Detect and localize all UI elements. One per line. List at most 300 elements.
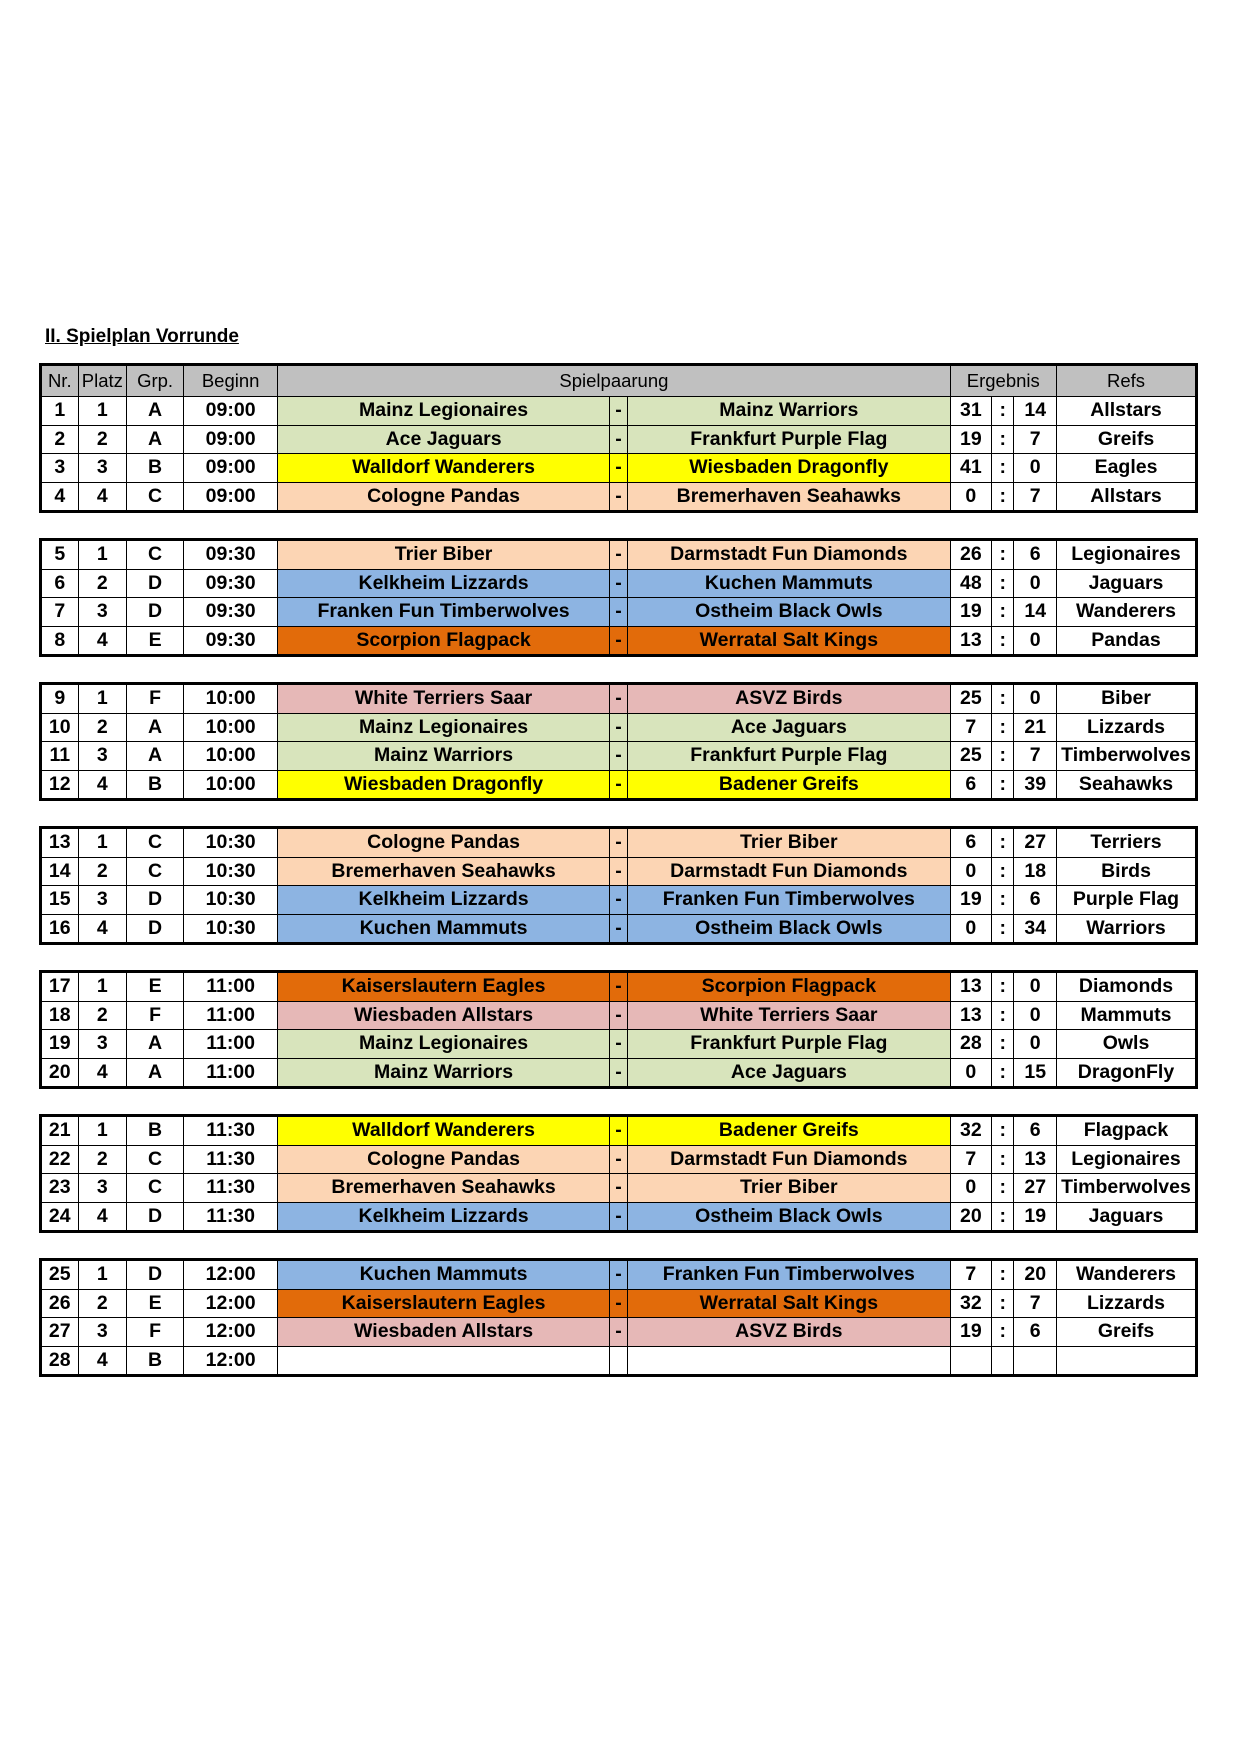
home-score: 20 <box>950 1202 992 1232</box>
game-row <box>41 1202 1197 1232</box>
game-row <box>41 1346 1197 1376</box>
score-separator: : <box>992 569 1014 598</box>
game-number: 28 <box>41 1346 79 1376</box>
field-number: 2 <box>78 1145 127 1174</box>
group-letter: C <box>127 1174 184 1203</box>
away-score: 0 <box>1014 626 1057 656</box>
start-time: 12:00 <box>183 1260 277 1290</box>
referee-team: Purple Flag <box>1056 886 1196 915</box>
away-score: 19 <box>1014 1202 1057 1232</box>
home-team: Bremerhaven Seahawks <box>278 1174 610 1203</box>
versus-dash: - <box>609 886 627 915</box>
referee-team: Greifs <box>1057 425 1197 454</box>
home-score: 26 <box>950 540 992 570</box>
group-letter: B <box>127 770 184 800</box>
home-team: Walldorf Wanderers <box>278 454 610 483</box>
away-team: Kuchen Mammuts <box>628 569 950 598</box>
referee-team: Greifs <box>1056 1318 1196 1347</box>
away-score: 14 <box>1014 598 1057 627</box>
home-team: Kuchen Mammuts <box>278 914 610 944</box>
score-separator: : <box>992 397 1014 426</box>
field-number: 4 <box>78 770 127 800</box>
away-team <box>628 1346 950 1376</box>
home-team: Kuchen Mammuts <box>278 1260 610 1290</box>
home-team: Mainz Legionaires <box>278 1030 610 1059</box>
field-number: 2 <box>78 713 127 742</box>
versus-dash: - <box>609 1289 627 1318</box>
game-number: 13 <box>41 828 79 858</box>
game-number: 15 <box>41 886 79 915</box>
game-row <box>41 540 1197 570</box>
home-team: Franken Fun Timberwolves <box>278 598 610 627</box>
versus-dash: - <box>609 454 627 483</box>
home-score: 19 <box>950 598 992 627</box>
score-separator: : <box>992 626 1014 656</box>
referee-team: Biber <box>1056 684 1196 714</box>
score-separator: : <box>992 598 1014 627</box>
home-team: Scorpion Flagpack <box>278 626 610 656</box>
away-team: ASVZ Birds <box>628 1318 950 1347</box>
field-number: 4 <box>78 626 127 656</box>
home-score: 13 <box>950 626 992 656</box>
score-separator: : <box>992 1030 1014 1059</box>
home-score: 32 <box>950 1116 992 1146</box>
score-separator: : <box>992 1174 1014 1203</box>
start-time: 09:30 <box>183 626 277 656</box>
home-team: White Terriers Saar <box>278 684 610 714</box>
game-row <box>41 626 1197 656</box>
group-letter: F <box>127 684 184 714</box>
game-row <box>41 1260 1197 1290</box>
game-row <box>41 770 1197 800</box>
home-team: Walldorf Wanderers <box>278 1116 610 1146</box>
field-number: 4 <box>78 1346 127 1376</box>
home-team: Trier Biber <box>278 540 610 570</box>
home-team: Kelkheim Lizzards <box>278 569 610 598</box>
away-team: Ace Jaguars <box>628 713 950 742</box>
score-separator: : <box>992 770 1014 800</box>
group-letter: A <box>127 1058 184 1088</box>
versus-dash: - <box>609 1001 627 1030</box>
field-number: 2 <box>78 857 127 886</box>
away-team: Frankfurt Purple Flag <box>628 1030 950 1059</box>
start-time: 09:00 <box>183 454 277 483</box>
versus-dash: - <box>609 914 627 944</box>
field-number: 3 <box>78 598 127 627</box>
group-letter: C <box>127 828 184 858</box>
home-score: 13 <box>950 1001 992 1030</box>
field-number: 1 <box>78 397 127 426</box>
versus-dash: - <box>609 1058 627 1088</box>
score-separator: : <box>992 1260 1014 1290</box>
away-score: 6 <box>1014 886 1057 915</box>
page-title: II. Spielplan Vorrunde <box>45 326 239 347</box>
score-separator: : <box>992 857 1014 886</box>
field-number: 1 <box>78 684 127 714</box>
versus-dash: - <box>609 1145 627 1174</box>
away-score: 27 <box>1014 828 1057 858</box>
versus-dash: - <box>609 972 627 1002</box>
field-number: 3 <box>78 1174 127 1203</box>
group-letter: E <box>127 972 184 1002</box>
score-separator: : <box>992 1116 1014 1146</box>
field-number: 2 <box>78 425 127 454</box>
schedule-block <box>39 970 1198 1089</box>
game-row <box>41 972 1197 1002</box>
header-platz: Platz <box>78 365 127 397</box>
home-score: 31 <box>950 397 992 426</box>
versus-dash <box>609 1346 627 1376</box>
group-letter: D <box>127 886 184 915</box>
game-number: 14 <box>41 857 79 886</box>
versus-dash: - <box>609 1174 627 1203</box>
group-letter: A <box>127 1030 184 1059</box>
home-score: 7 <box>950 713 992 742</box>
start-time: 10:00 <box>183 770 277 800</box>
away-team: Franken Fun Timberwolves <box>628 886 950 915</box>
versus-dash: - <box>609 857 627 886</box>
header-spielpaarung: Spielpaarung <box>278 365 950 397</box>
referee-team: Wanderers <box>1056 1260 1196 1290</box>
start-time: 11:30 <box>183 1145 277 1174</box>
versus-dash: - <box>609 598 627 627</box>
versus-dash: - <box>609 1116 627 1146</box>
field-number: 1 <box>78 540 127 570</box>
home-score: 6 <box>950 770 992 800</box>
header-beginn: Beginn <box>183 365 277 397</box>
versus-dash: - <box>609 425 627 454</box>
group-letter: D <box>127 598 184 627</box>
away-team: ASVZ Birds <box>628 684 950 714</box>
away-score: 21 <box>1014 713 1057 742</box>
away-team: Mainz Warriors <box>628 397 950 426</box>
game-row <box>41 1030 1197 1059</box>
away-score: 6 <box>1014 1318 1057 1347</box>
game-row <box>41 742 1197 771</box>
header-refs: Refs <box>1057 365 1197 397</box>
home-team: Wiesbaden Allstars <box>278 1001 610 1030</box>
score-separator: : <box>992 914 1014 944</box>
home-score: 0 <box>950 857 992 886</box>
game-number: 5 <box>41 540 79 570</box>
game-number: 1 <box>41 397 79 426</box>
start-time: 12:00 <box>183 1318 277 1347</box>
away-score: 14 <box>1014 397 1057 426</box>
away-score: 15 <box>1014 1058 1057 1088</box>
group-letter: C <box>127 482 184 512</box>
group-letter: A <box>127 425 184 454</box>
start-time: 10:00 <box>183 684 277 714</box>
home-score: 48 <box>950 569 992 598</box>
away-team: Werratal Salt Kings <box>628 1289 950 1318</box>
referee-team <box>1056 1346 1196 1376</box>
referee-team: Pandas <box>1056 626 1196 656</box>
referee-team: Wanderers <box>1056 598 1196 627</box>
game-row <box>41 886 1197 915</box>
home-score: 0 <box>950 1174 992 1203</box>
game-number: 23 <box>41 1174 79 1203</box>
away-score: 0 <box>1014 972 1057 1002</box>
versus-dash: - <box>609 540 627 570</box>
away-team: Ostheim Black Owls <box>628 598 950 627</box>
home-team: Kaiserslautern Eagles <box>278 1289 610 1318</box>
away-team: Ostheim Black Owls <box>628 914 950 944</box>
game-row <box>41 1058 1197 1088</box>
group-letter: D <box>127 914 184 944</box>
field-number: 4 <box>78 482 127 512</box>
field-number: 2 <box>78 1289 127 1318</box>
versus-dash: - <box>609 1260 627 1290</box>
home-team: Cologne Pandas <box>278 1145 610 1174</box>
home-team: Bremerhaven Seahawks <box>278 857 610 886</box>
schedule-block <box>39 682 1198 801</box>
versus-dash: - <box>609 397 627 426</box>
referee-team: Legionaires <box>1056 1145 1196 1174</box>
game-number: 8 <box>41 626 79 656</box>
score-separator: : <box>992 742 1014 771</box>
header-ergebnis: Ergebnis <box>950 365 1056 397</box>
game-number: 25 <box>41 1260 79 1290</box>
start-time: 10:00 <box>183 713 277 742</box>
referee-team: Jaguars <box>1056 1202 1196 1232</box>
schedule-block <box>39 1114 1198 1233</box>
header-row <box>41 365 1197 397</box>
away-team: Trier Biber <box>628 828 950 858</box>
away-team: Ace Jaguars <box>628 1058 950 1088</box>
group-letter: F <box>127 1001 184 1030</box>
game-row <box>41 1001 1197 1030</box>
start-time: 12:00 <box>183 1346 277 1376</box>
versus-dash: - <box>609 828 627 858</box>
group-letter: B <box>127 454 184 483</box>
score-separator: : <box>992 482 1014 512</box>
field-number: 3 <box>78 1030 127 1059</box>
score-separator: : <box>992 972 1014 1002</box>
score-separator: : <box>992 1058 1014 1088</box>
group-letter: D <box>127 569 184 598</box>
home-score: 6 <box>950 828 992 858</box>
referee-team: Legionaires <box>1056 540 1196 570</box>
home-score: 19 <box>950 886 992 915</box>
away-team: Scorpion Flagpack <box>628 972 950 1002</box>
referee-team: Allstars <box>1057 482 1197 512</box>
referee-team: Lizzards <box>1056 713 1196 742</box>
schedule-block <box>39 826 1198 945</box>
group-letter: B <box>127 1346 184 1376</box>
group-letter: D <box>127 1260 184 1290</box>
home-team: Cologne Pandas <box>278 828 610 858</box>
home-team <box>278 1346 610 1376</box>
field-number: 4 <box>78 1202 127 1232</box>
away-score: 34 <box>1014 914 1057 944</box>
home-score: 0 <box>950 1058 992 1088</box>
away-team: Trier Biber <box>628 1174 950 1203</box>
away-score: 0 <box>1014 684 1057 714</box>
versus-dash: - <box>609 1030 627 1059</box>
away-score: 0 <box>1014 1030 1057 1059</box>
game-row <box>41 914 1197 944</box>
away-team: White Terriers Saar <box>628 1001 950 1030</box>
versus-dash: - <box>609 684 627 714</box>
away-team: Franken Fun Timberwolves <box>628 1260 950 1290</box>
score-separator: : <box>992 886 1014 915</box>
game-row <box>41 569 1197 598</box>
away-team: Bremerhaven Seahawks <box>628 482 950 512</box>
group-letter: A <box>127 397 184 426</box>
score-separator: : <box>992 1145 1014 1174</box>
start-time: 11:30 <box>183 1202 277 1232</box>
game-row <box>41 1318 1197 1347</box>
home-team: Cologne Pandas <box>278 482 610 512</box>
referee-team: Warriors <box>1056 914 1196 944</box>
header-nr: Nr. <box>41 365 79 397</box>
referee-team: Timberwolves <box>1056 742 1196 771</box>
start-time: 11:00 <box>183 972 277 1002</box>
away-score: 0 <box>1014 454 1057 483</box>
group-letter: C <box>127 1145 184 1174</box>
start-time: 10:30 <box>183 914 277 944</box>
game-number: 19 <box>41 1030 79 1059</box>
versus-dash: - <box>609 626 627 656</box>
score-separator: : <box>992 1289 1014 1318</box>
home-team: Wiesbaden Allstars <box>278 1318 610 1347</box>
field-number: 3 <box>78 1318 127 1347</box>
group-letter: C <box>127 540 184 570</box>
home-score: 0 <box>950 482 992 512</box>
start-time: 10:30 <box>183 857 277 886</box>
game-row <box>41 1145 1197 1174</box>
game-number: 20 <box>41 1058 79 1088</box>
referee-team: Eagles <box>1057 454 1197 483</box>
game-number: 16 <box>41 914 79 944</box>
game-number: 10 <box>41 713 79 742</box>
group-letter: B <box>127 1116 184 1146</box>
start-time: 09:00 <box>183 425 277 454</box>
away-score <box>1014 1346 1057 1376</box>
away-score: 6 <box>1014 540 1057 570</box>
group-letter: D <box>127 1202 184 1232</box>
start-time: 10:30 <box>183 886 277 915</box>
start-time: 12:00 <box>183 1289 277 1318</box>
score-separator: : <box>992 540 1014 570</box>
field-number: 1 <box>78 1116 127 1146</box>
versus-dash: - <box>609 713 627 742</box>
home-team: Kelkheim Lizzards <box>278 1202 610 1232</box>
field-number: 1 <box>78 972 127 1002</box>
versus-dash: - <box>609 482 627 512</box>
referee-team: DragonFly <box>1056 1058 1196 1088</box>
group-letter: A <box>127 742 184 771</box>
field-number: 4 <box>78 914 127 944</box>
group-letter: C <box>127 857 184 886</box>
group-letter: A <box>127 713 184 742</box>
away-score: 0 <box>1014 569 1057 598</box>
home-score: 0 <box>950 914 992 944</box>
field-number: 3 <box>78 742 127 771</box>
home-team: Wiesbaden Dragonfly <box>278 770 610 800</box>
game-number: 12 <box>41 770 79 800</box>
home-score: 25 <box>950 684 992 714</box>
start-time: 11:30 <box>183 1116 277 1146</box>
game-number: 6 <box>41 569 79 598</box>
referee-team: Allstars <box>1057 397 1197 426</box>
schedule-block <box>39 1258 1198 1377</box>
game-number: 21 <box>41 1116 79 1146</box>
home-team: Kelkheim Lizzards <box>278 886 610 915</box>
group-letter: E <box>127 626 184 656</box>
game-row <box>41 857 1197 886</box>
away-score: 20 <box>1014 1260 1057 1290</box>
score-separator: : <box>992 1318 1014 1347</box>
away-team: Frankfurt Purple Flag <box>628 425 950 454</box>
versus-dash: - <box>609 569 627 598</box>
game-number: 11 <box>41 742 79 771</box>
versus-dash: - <box>609 770 627 800</box>
home-score: 25 <box>950 742 992 771</box>
score-separator: : <box>992 684 1014 714</box>
game-number: 9 <box>41 684 79 714</box>
start-time: 09:30 <box>183 598 277 627</box>
versus-dash: - <box>609 742 627 771</box>
start-time: 09:00 <box>183 397 277 426</box>
game-number: 22 <box>41 1145 79 1174</box>
game-row <box>41 425 1197 454</box>
referee-team: Jaguars <box>1056 569 1196 598</box>
start-time: 09:00 <box>183 482 277 512</box>
referee-team: Owls <box>1056 1030 1196 1059</box>
game-number: 18 <box>41 1001 79 1030</box>
home-score: 7 <box>950 1260 992 1290</box>
field-number: 2 <box>78 1001 127 1030</box>
field-number: 3 <box>78 454 127 483</box>
home-team: Mainz Legionaires <box>278 713 610 742</box>
home-score <box>950 1346 992 1376</box>
referee-team: Lizzards <box>1056 1289 1196 1318</box>
away-team: Frankfurt Purple Flag <box>628 742 950 771</box>
away-team: Werratal Salt Kings <box>628 626 950 656</box>
game-number: 17 <box>41 972 79 1002</box>
game-number: 24 <box>41 1202 79 1232</box>
home-team: Mainz Legionaires <box>278 397 610 426</box>
versus-dash: - <box>609 1318 627 1347</box>
game-row <box>41 828 1197 858</box>
field-number: 3 <box>78 886 127 915</box>
away-score: 0 <box>1014 1001 1057 1030</box>
away-team: Darmstadt Fun Diamonds <box>628 540 950 570</box>
field-number: 2 <box>78 569 127 598</box>
referee-team: Mammuts <box>1056 1001 1196 1030</box>
referee-team: Flagpack <box>1056 1116 1196 1146</box>
home-team: Ace Jaguars <box>278 425 610 454</box>
schedule-block <box>39 363 1198 513</box>
score-separator: : <box>992 828 1014 858</box>
game-row <box>41 1289 1197 1318</box>
game-number: 3 <box>41 454 79 483</box>
away-score: 18 <box>1014 857 1057 886</box>
away-score: 7 <box>1014 1289 1057 1318</box>
game-row <box>41 482 1197 512</box>
score-separator: : <box>992 713 1014 742</box>
away-score: 13 <box>1014 1145 1057 1174</box>
home-score: 19 <box>950 425 992 454</box>
away-team: Darmstadt Fun Diamonds <box>628 857 950 886</box>
home-score: 32 <box>950 1289 992 1318</box>
game-row <box>41 397 1197 426</box>
start-time: 09:30 <box>183 569 277 598</box>
away-team: Darmstadt Fun Diamonds <box>628 1145 950 1174</box>
away-team: Wiesbaden Dragonfly <box>628 454 950 483</box>
group-letter: E <box>127 1289 184 1318</box>
